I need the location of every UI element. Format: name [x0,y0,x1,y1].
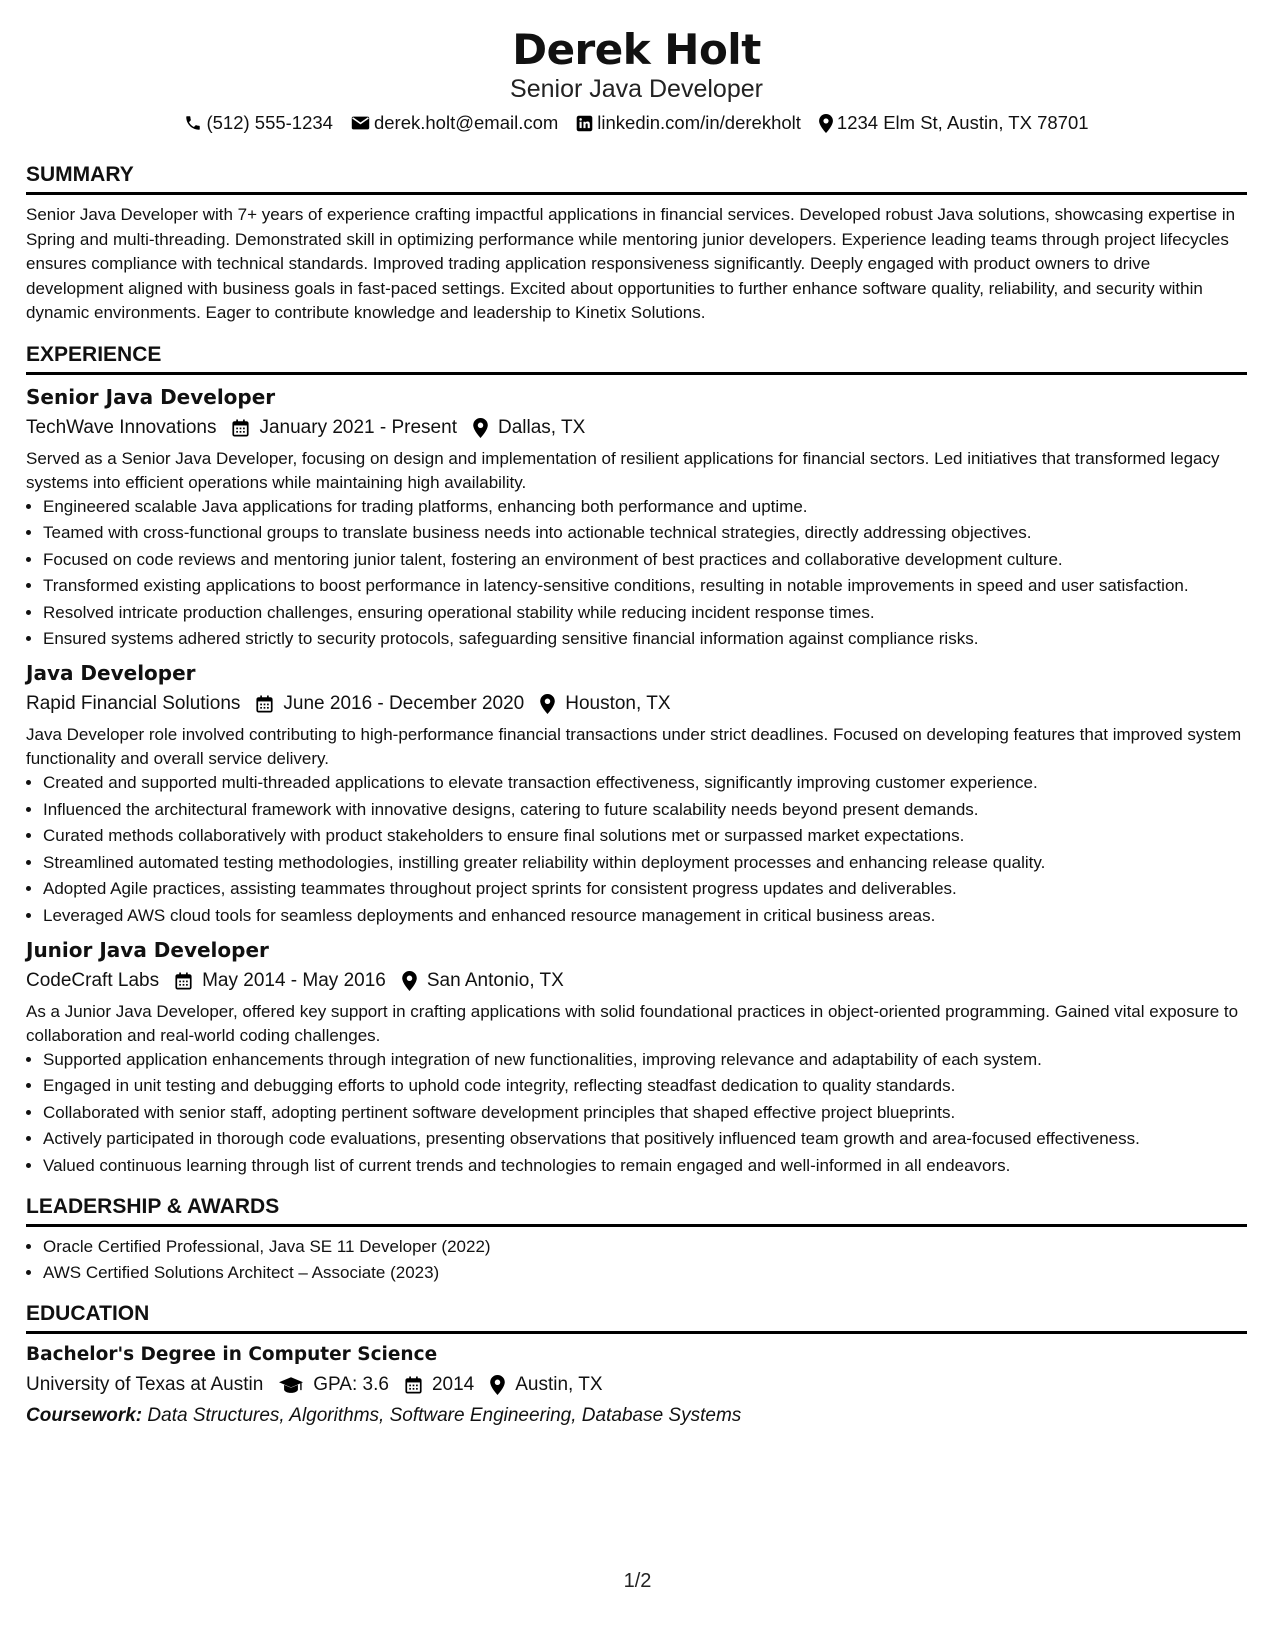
job-title: Junior Java Developer [26,937,269,962]
job-meta [26,966,1247,996]
list-item: • Transformed existing applications to boost performance in latency-sensitive conditions, resulting in notable improvements in speed and user satisfaction. [43,574,1247,598]
envelope-icon [351,115,370,131]
experience-heading: EXPERIENCE [26,342,1247,375]
list-item: • Engineered scalable Java applications for trading platforms, enhancing both performance and uptime. [43,495,1247,519]
resume-page [26,0,1247,1431]
job-bullets [26,1048,1247,1178]
contact-address [819,110,1089,136]
list-item: • AWS Certified Solutions Architect – Associate (2023) [43,1261,1247,1285]
list-item: • Teamed with cross-functional groups to translate business needs into actionable technical strategies, directly addressing objectives. [43,521,1247,545]
job-description: Java Developer role involved contributing to high-performance financial transactions under strict deadlines. Focused on developing features that improved system functionality and overall service delivery. [26,725,1242,768]
resume-header [26,0,1247,136]
job-entry [26,936,1247,1178]
year-text: 2014 [431,1374,475,1395]
map-pin-icon [402,971,417,991]
phone-icon [184,114,202,132]
job-location-text: Houston, TX [565,693,671,714]
education-heading: EDUCATION [26,1301,1247,1334]
contact-info [26,110,1247,136]
list-item: • Valued continuous learning through list of current trends and technologies to remain engaged and well-informed in all endeavors. [43,1154,1247,1178]
education-school: University of Texas at Austin [26,1374,264,1395]
job-dates [256,689,524,719]
job-company: Rapid Financial Solutions [26,693,241,714]
list-item: • Actively participated in thorough code evaluations, presenting observations that positively influenced team growth and area-focused effectiveness. [43,1127,1247,1151]
contact-linkedin[interactable] [576,110,801,136]
job-dates-text: May 2014 - May 2016 [202,969,386,991]
map-pin-icon [490,1375,505,1395]
map-pin-icon [473,418,488,438]
list-item: • Focused on code reviews and mentoring junior talent, fostering an environment of best practices and collaborative development culture. [43,548,1247,572]
list-item: • Adopted Agile practices, assisting teammates throughout project sprints for consistent progress updates and deliverables. [43,877,1247,901]
list-item: • Influenced the architectural framework with innovative designs, catering to future scalability needs beyond present demands. [43,798,1247,822]
coursework-text: Data Structures, Algorithms, Software Engineering, Database Systems [147,1405,742,1426]
map-pin-icon [819,114,833,133]
job-dates [232,413,457,443]
job-title: Senior Java Developer [26,384,276,409]
job-description: Served as a Senior Java Developer, focusing on design and implementation of resilient applications for financial sectors. Led initiatives that transformed legacy systems into efficient operations while maintaining high availability. [26,448,1220,492]
page-number: 1/2 [623,1570,652,1592]
job-bullets [26,771,1247,928]
map-pin-icon [540,694,555,714]
job-location-text: Dallas, TX [497,416,586,438]
coursework-label: Coursework: [26,1405,143,1426]
summary-heading: SUMMARY [26,162,1247,195]
list-item: • Streamlined automated testing methodologies, instilling greater reliability within deployment processes and enhancing release quality. [43,851,1247,875]
linkedin-icon [576,115,593,132]
leadership-list [26,1235,1247,1286]
job-dates-text: January 2021 - Present [259,416,457,438]
job-bullets [26,495,1247,652]
contact-email[interactable] [351,110,558,136]
education-meta [26,1370,1247,1400]
job-dates [175,966,386,996]
list-item: • Resolved intricate production challenges, ensuring operational stability while reducing incident response times. [43,601,1247,625]
graduation-cap-icon [279,1377,303,1394]
job-entry [26,659,1247,928]
contact-phone [184,110,333,136]
candidate-title: Senior Java Developer [510,75,763,103]
calendar-icon [232,419,249,437]
calendar-icon [405,1376,422,1394]
list-item: • Oracle Certified Professional, Java SE 11 Developer (2022) [43,1235,1247,1259]
job-meta [26,413,1247,443]
job-location [402,966,564,996]
calendar-icon [256,695,273,713]
job-location [473,413,585,443]
summary-text: Senior Java Developer with 7+ years of experience crafting impactful applications in financial services. Developed robust Java solutions, showcasing expertise in Spring and multi-threading. Demonstrated skill in optimizing performance while mentoring junior developers. Experience leading teams through project lifecycles ensures compliance with technical standards. Improved trading application responsiveness significantly. Deeply engaged with product owners to drive development aligned with business goals in fast-paced settings. Excited about opportunities to further enhance software quality, reliability, and security within dynamic environments. Eager to contribute knowledge and leadership to Kinetix Solutions. [26,205,1236,322]
gpa-text: GPA: 3.6 [313,1374,389,1395]
list-item: • Ensured systems adhered strictly to security protocols, safeguarding sensitive financial information against compliance risks. [43,627,1247,651]
calendar-icon [175,972,192,990]
linkedin-text: linkedin.com/in/derekholt [597,112,801,133]
education-location [490,1370,602,1400]
education-degree: Bachelor's Degree in Computer Science [26,1344,438,1365]
address-text: 1234 Elm St, Austin, TX 78701 [836,112,1089,133]
job-title: Java Developer [26,661,196,685]
job-meta [26,689,1247,719]
coursework [26,1401,1247,1431]
job-location-text: San Antonio, TX [426,969,564,991]
list-item: • Collaborated with senior staff, adopting pertinent software development principles that shaped effective project blueprints. [43,1101,1247,1125]
list-item: • Created and supported multi-threaded applications to elevate transaction effectiveness, significantly improving customer experience. [43,771,1247,795]
education-year [405,1370,474,1400]
email-text: derek.holt@email.com [373,112,559,133]
candidate-name: Derek Holt [512,25,761,74]
list-item: • Leveraged AWS cloud tools for seamless deployments and enhanced resource management in critical business areas. [43,904,1247,928]
list-item: • Curated methods collaboratively with product stakeholders to ensure final solutions met or surpassed market expectations. [43,824,1247,848]
job-location [540,689,670,719]
job-description: As a Junior Java Developer, offered key support in crafting applications with solid foundational practices in object-oriented programming. Gained vital exposure to collaboration and real-world coding challenges. [26,1001,1239,1045]
list-item: • Engaged in unit testing and debugging efforts to uphold code integrity, reflecting steadfast dedication to quality standards. [43,1074,1247,1098]
list-item: • Supported application enhancements through integration of new functionalities, improving relevance and adaptability of each system. [43,1048,1247,1072]
job-company: TechWave Innovations [26,416,217,438]
job-dates-text: June 2016 - December 2020 [283,693,525,714]
leadership-heading: LEADERSHIP & AWARDS [26,1194,1247,1227]
job-entry [26,383,1247,652]
education-gpa [279,1370,389,1400]
job-company: CodeCraft Labs [26,969,160,991]
phone-text: (512) 555-1234 [206,112,333,133]
education-location-text: Austin, TX [515,1374,603,1395]
